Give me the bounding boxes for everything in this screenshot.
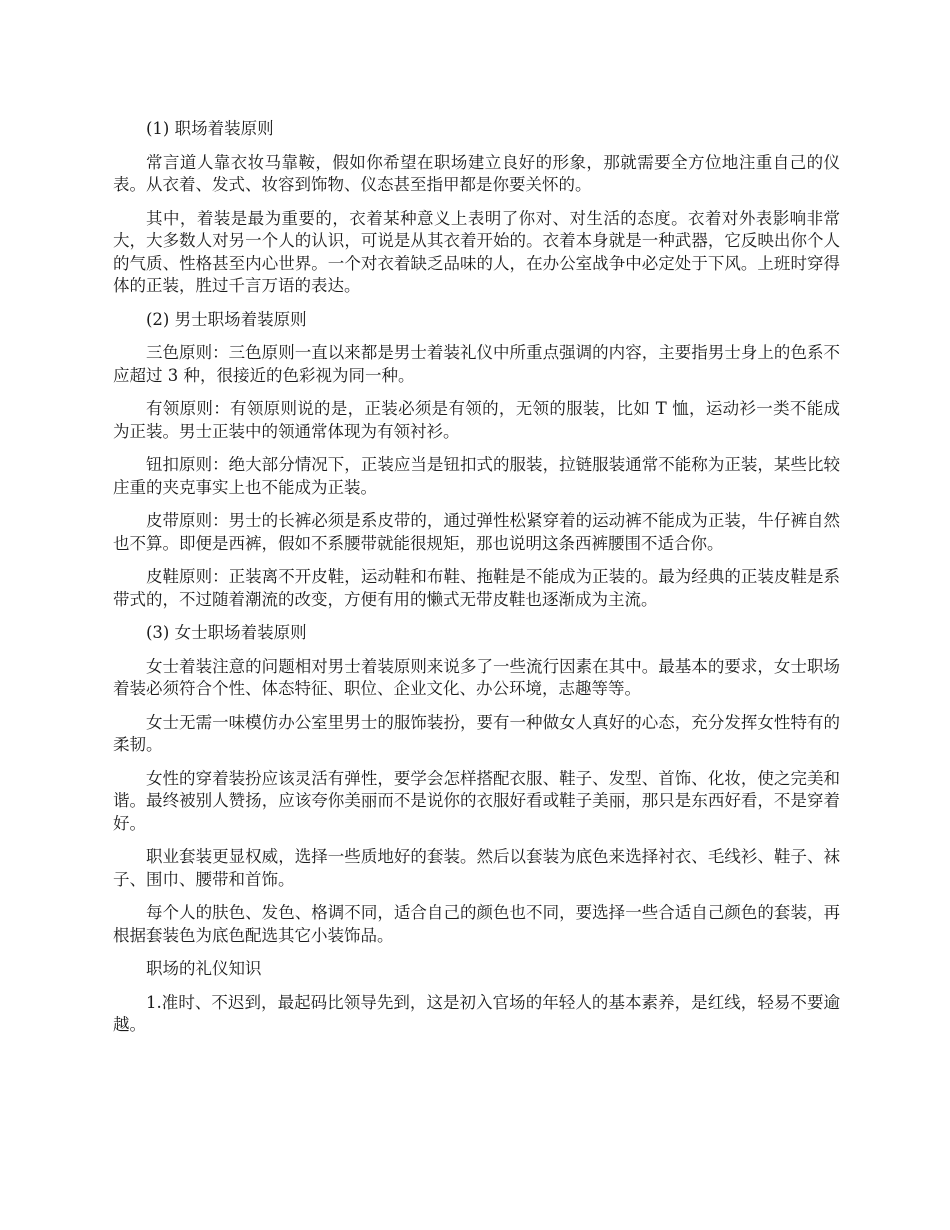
paragraph: 钮扣原则：绝大部分情况下，正装应当是钮扣式的服装，拉链服装通常不能称为正装，某些比较庄重的夹克事实上也不能成为正装。	[113, 455, 840, 497]
paragraph: 1.准时、不迟到，最起码比领导先到，这是初入官场的年轻人的基本素养，是红线，轻易不要逾越。	[113, 992, 840, 1034]
paragraph: 职业套装更显权威，选择一些质地好的套装。然后以套装为底色来选择衬衣、毛线衫、鞋子、袜子、围巾、腰带和首饰。	[113, 847, 840, 889]
paragraph: 女士着装注意的问题相对男士着装原则来说多了一些流行因素在其中。最基本的要求，女士职场着装必须符合个性、体态特征、职位、企业文化、办公环境，志趣等等。	[113, 656, 840, 698]
paragraph: 有领原则：有领原则说的是，正装必须是有领的，无领的服装，比如 T 恤，运动衫一类不能成为正装。男士正装中的领通常体现为有领衬衫。	[113, 399, 840, 441]
paragraph: 每个人的肤色、发色、格调不同，适合自己的颜色也不同，要选择一些合适自己颜色的套装，再根据套装色为底色配选其它小装饰品。	[113, 903, 840, 945]
paragraph: 常言道人靠衣妆马靠鞍，假如你希望在职场建立良好的形象，那就需要全方位地注重自己的仪表。从衣着、发式、妆容到饰物、仪态甚至指甲都是你要关怀的。	[113, 152, 840, 194]
section-heading-3: (3) 女士职场着装原则	[146, 623, 307, 642]
paragraph: 女性的穿着装扮应该灵活有弹性，要学会怎样搭配衣服、鞋子、发型、首饰、化妆，使之完美和谐。最终被别人赞扬，应该夸你美丽而不是说你的衣服好看或鞋子美丽，那只是东西好看，不是穿着好。	[113, 768, 840, 833]
paragraph: 皮鞋原则：正装离不开皮鞋，运动鞋和布鞋、拖鞋是不能成为正装的。最为经典的正装皮鞋是系带式的，不过随着潮流的改变，方便有用的懒式无带皮鞋也逐渐成为主流。	[113, 567, 840, 609]
paragraph: 女士无需一味模仿办公室里男士的服饰装扮，要有一种做女人真好的心态，充分发挥女性特有的柔韧。	[113, 712, 840, 754]
paragraph: 皮带原则：男士的长裤必须是系皮带的，通过弹性松紧穿着的运动裤不能成为正装，牛仔裤自然也不算。即便是西裤，假如不系腰带就能很规矩，那也说明这条西裤腰围不适合你。	[113, 511, 840, 553]
paragraph: 三色原则：三色原则一直以来都是男士着装礼仪中所重点强调的内容，主要指男士身上的色系不应超过 3 种，很接近的色彩视为同一种。	[113, 343, 840, 385]
document-body	[113, 118, 840, 1048]
section-heading-1: (1) 职场着装原则	[146, 119, 274, 138]
section-heading-4: 职场的礼仪知识	[146, 959, 262, 978]
paragraph: 其中，着装是最为重要的，衣着某种意义上表明了你对、对生活的态度。衣着对外表影响非常大，大多数人对另一个人的认识，可说是从其衣着开始的。衣着本身就是一种武器，它反映出你个人的气质、性格甚至内心世界。一个对衣着缺乏品味的人，在办公室战争中必定处于下风。上班时穿得体的正装，胜过千言万语的表达。	[113, 208, 840, 295]
section-heading-2: (2) 男士职场着装原则	[146, 309, 307, 329]
